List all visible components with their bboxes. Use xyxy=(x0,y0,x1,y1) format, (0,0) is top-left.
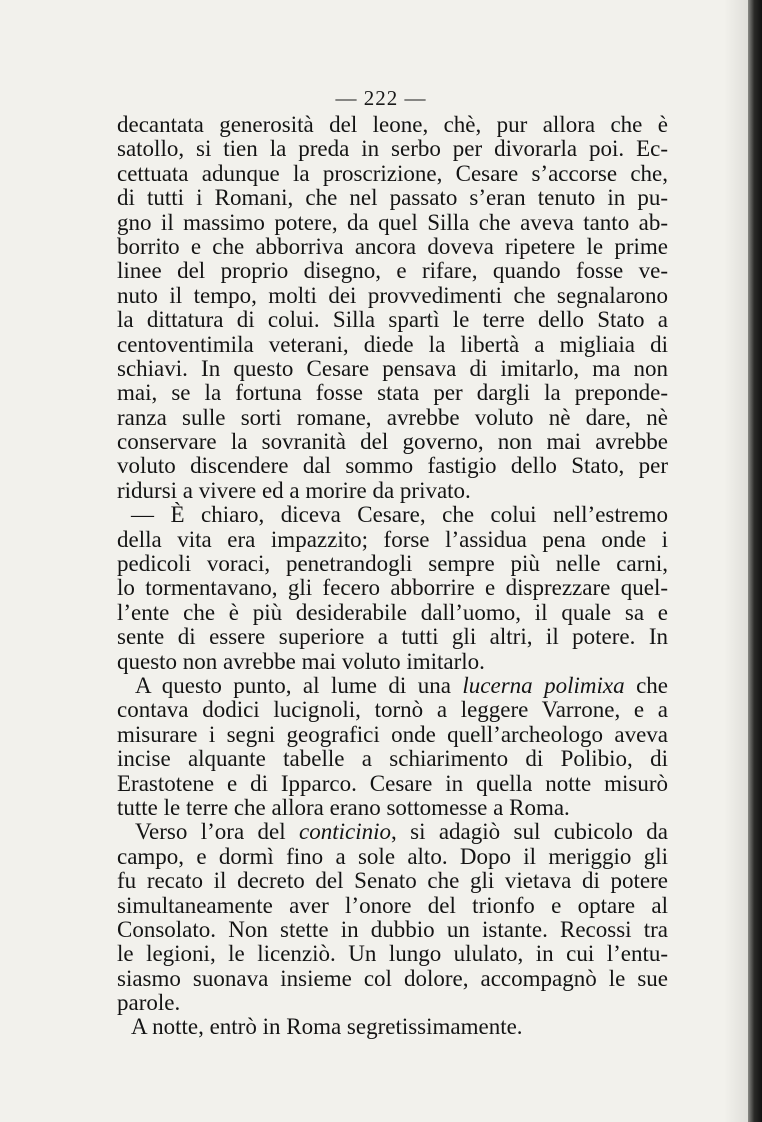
text-line-rich xyxy=(117,674,668,698)
text-line: l’ente che è più desiderabile dall’uomo, il quale sa e xyxy=(117,599,668,625)
text-line: misurare i segni geografici onde quell’archeologo aveva xyxy=(117,721,668,747)
text-line: sente di essere superiore a tutti gli altri, il potere. In xyxy=(117,624,668,650)
text-line: tutte le terre che allora erano sottomesse a Roma. xyxy=(117,794,570,820)
text-line: decantata generosità del leone, chè, pur allora che è xyxy=(117,112,668,137)
paragraph-2 xyxy=(117,503,668,674)
italic-term: conticinio xyxy=(299,819,391,845)
text-line: voluto discendere dal sommo fastigio dello Stato, per xyxy=(117,453,668,479)
text-line: Consolato. Non stette in dubbio un istante. Recossi tra xyxy=(117,916,668,942)
text-line: satollo, si tien la preda in serbo per divorarla poi. Ec- xyxy=(117,136,668,162)
paragraph-5 xyxy=(117,1015,668,1039)
text-line: conservare la sovranità del governo, non mai avrebbe xyxy=(117,429,668,455)
text-line: le legioni, le licenziò. Un lungo ululato, in cui l’entu- xyxy=(117,941,668,967)
text-line: simultaneamente aver l’onore del trionfo e optare al xyxy=(117,892,668,918)
text-segment: Verso l’ora del xyxy=(135,819,300,845)
body-text xyxy=(117,113,668,1040)
text-line: della vita era impazzito; forse l’assidua pena onde i xyxy=(117,526,668,552)
text-line: parole. xyxy=(117,990,181,1016)
text-line: borrito e che abborriva ancora doveva ripetere le prime xyxy=(117,233,668,259)
paragraph-1 xyxy=(117,113,668,503)
text-segment: che xyxy=(624,672,669,698)
text-line: ranza sulle sorti romane, avrebbe voluto nè dare, nè xyxy=(117,404,668,430)
text-line: lo tormentavano, gli fecero abborrire e disprezzare quel- xyxy=(117,575,668,601)
text-line: — È chiaro, diceva Cesare, che colui nell’estremo xyxy=(131,502,668,528)
text-line: fu recato il decreto del Senato che gli vietava di potere xyxy=(117,868,668,894)
text-line: linee del proprio disegno, e rifare, quando fosse ve- xyxy=(117,258,668,284)
italic-term: lucerna polimixa xyxy=(462,672,625,698)
text-line: Erastotene e di Ipparco. Cesare in quella notte misurò xyxy=(117,770,668,796)
text-line: gno il massimo potere, da quel Silla che aveva tanto ab- xyxy=(117,209,668,235)
text-line: A notte, entrò in Roma segretissimamente. xyxy=(131,1014,523,1040)
page-number: — 222 — xyxy=(335,86,427,110)
text-line: ridursi a vivere ed a morire da privato. xyxy=(117,477,471,503)
page-gutter-shadow xyxy=(724,0,748,1122)
text-line: siasmo suonava insieme col dolore, accompagnò le sue xyxy=(117,965,668,991)
text-line: di tutti i Romani, che nel passato s’eran tenuto in pu- xyxy=(117,185,668,211)
text-segment: , si adagiò sul cubicolo da xyxy=(391,819,668,845)
paragraph-3 xyxy=(117,674,668,820)
text-line: cettuata adunque la proscrizione, Cesare s’accorse che, xyxy=(117,160,668,186)
text-line: la dittatura di colui. Silla spartì le terre dello Stato a xyxy=(117,307,668,333)
text-line: campo, e dormì fino a sole alto. Dopo il meriggio gli xyxy=(117,843,668,869)
text-line: nuto il tempo, molti dei provvedimenti che segnalarono xyxy=(117,282,668,308)
page-edge xyxy=(748,0,762,1122)
text-line: incise alquante tabelle a schiarimento di Polibio, di xyxy=(117,746,668,772)
text-line-rich xyxy=(117,820,668,844)
paragraph-4 xyxy=(117,820,668,1015)
text-line: pedicoli voraci, penetrandogli sempre più nelle carni, xyxy=(117,551,668,577)
text-segment: A questo punto, al lume di una xyxy=(135,672,463,698)
text-line: mai, se la fortuna fosse stata per dargli la preponde- xyxy=(117,380,668,406)
text-line: contava dodici lucignoli, tornò a leggere Varrone, e a xyxy=(117,697,668,723)
text-line: schiavi. In questo Cesare pensava di imitarlo, ma non xyxy=(117,355,668,381)
text-line: questo non avrebbe mai voluto imitarlo. xyxy=(117,648,485,674)
text-line: centoventimila veterani, diede la libertà a migliaia di xyxy=(117,331,668,357)
